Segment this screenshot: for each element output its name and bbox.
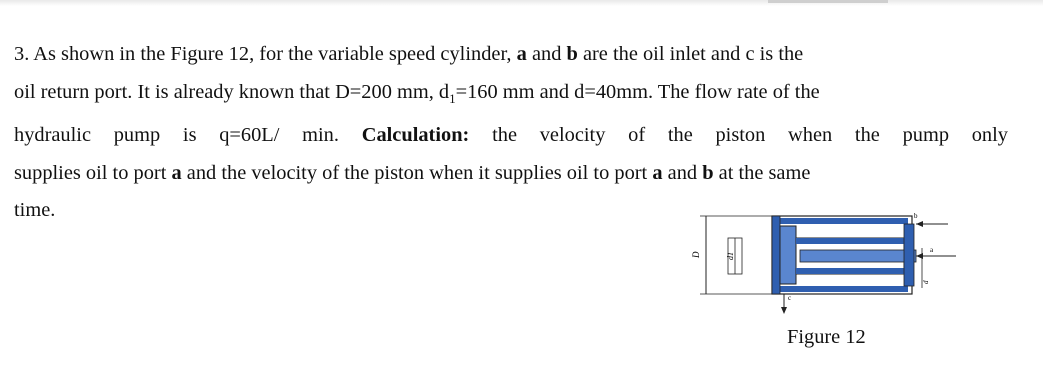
- text-run: the velocity of the piston when the pump only: [492, 124, 1008, 147]
- problem-line-1: [14, 36, 1008, 74]
- text-run: and: [667, 161, 698, 184]
- cylinder-head: [904, 224, 914, 286]
- text-run: supplies oil to port: [14, 161, 167, 184]
- text-run: are the oil inlet and c is the: [582, 43, 804, 65]
- problem-line-3: [14, 117, 1008, 155]
- problem-line-5: time.: [14, 199, 56, 222]
- cylinder-wall-bottom: [776, 286, 908, 292]
- port-b-arrowhead: [916, 221, 923, 227]
- text-run: hydraulic pump is q=60L/ min.: [14, 124, 339, 147]
- subscript: 1: [449, 90, 456, 106]
- calculation-label: Calculation:: [361, 124, 470, 147]
- end-cap: [772, 216, 780, 294]
- port-c-arrowhead: [781, 307, 787, 314]
- port-b-label: b: [566, 43, 578, 65]
- top-edge-shadow: [0, 0, 1043, 6]
- port-a-label: a: [171, 161, 182, 184]
- cylinder-figure: [676, 204, 956, 314]
- problem-line-4: [14, 155, 1008, 193]
- cylinder-wall-top: [776, 218, 908, 224]
- port-c-figure-label: c: [788, 294, 792, 302]
- d1-label: d1: [726, 252, 735, 260]
- D-label: D: [691, 251, 701, 258]
- text-run: As shown in the Figure 12, for the variable speed cylinder,: [33, 43, 512, 65]
- text-run: and: [531, 43, 562, 65]
- text-run: =160 mm and d=40mm. The flow rate of the: [455, 80, 820, 103]
- rod-wall-top: [796, 238, 904, 244]
- figure-caption: Figure 12: [787, 326, 866, 348]
- problem-text: [14, 36, 1008, 230]
- problem-line-2: [14, 74, 1008, 118]
- port-b-label: b: [702, 161, 714, 184]
- piston: [780, 226, 796, 284]
- text-run: oil return port. It is already known that D=200 mm, d: [14, 80, 450, 103]
- rod-wall-bottom: [796, 268, 904, 274]
- text-run: at the same: [718, 161, 811, 184]
- text-run: and the velocity of the piston when it supplies oil to port: [186, 161, 648, 184]
- inner-plunger: [800, 250, 916, 262]
- port-b-figure-label: b: [914, 212, 918, 220]
- port-a-figure-label: a: [930, 246, 934, 254]
- problem-number: 3.: [14, 43, 30, 65]
- port-a-label: a: [652, 161, 663, 184]
- d-label: d: [922, 280, 930, 284]
- port-a-label: a: [516, 43, 527, 65]
